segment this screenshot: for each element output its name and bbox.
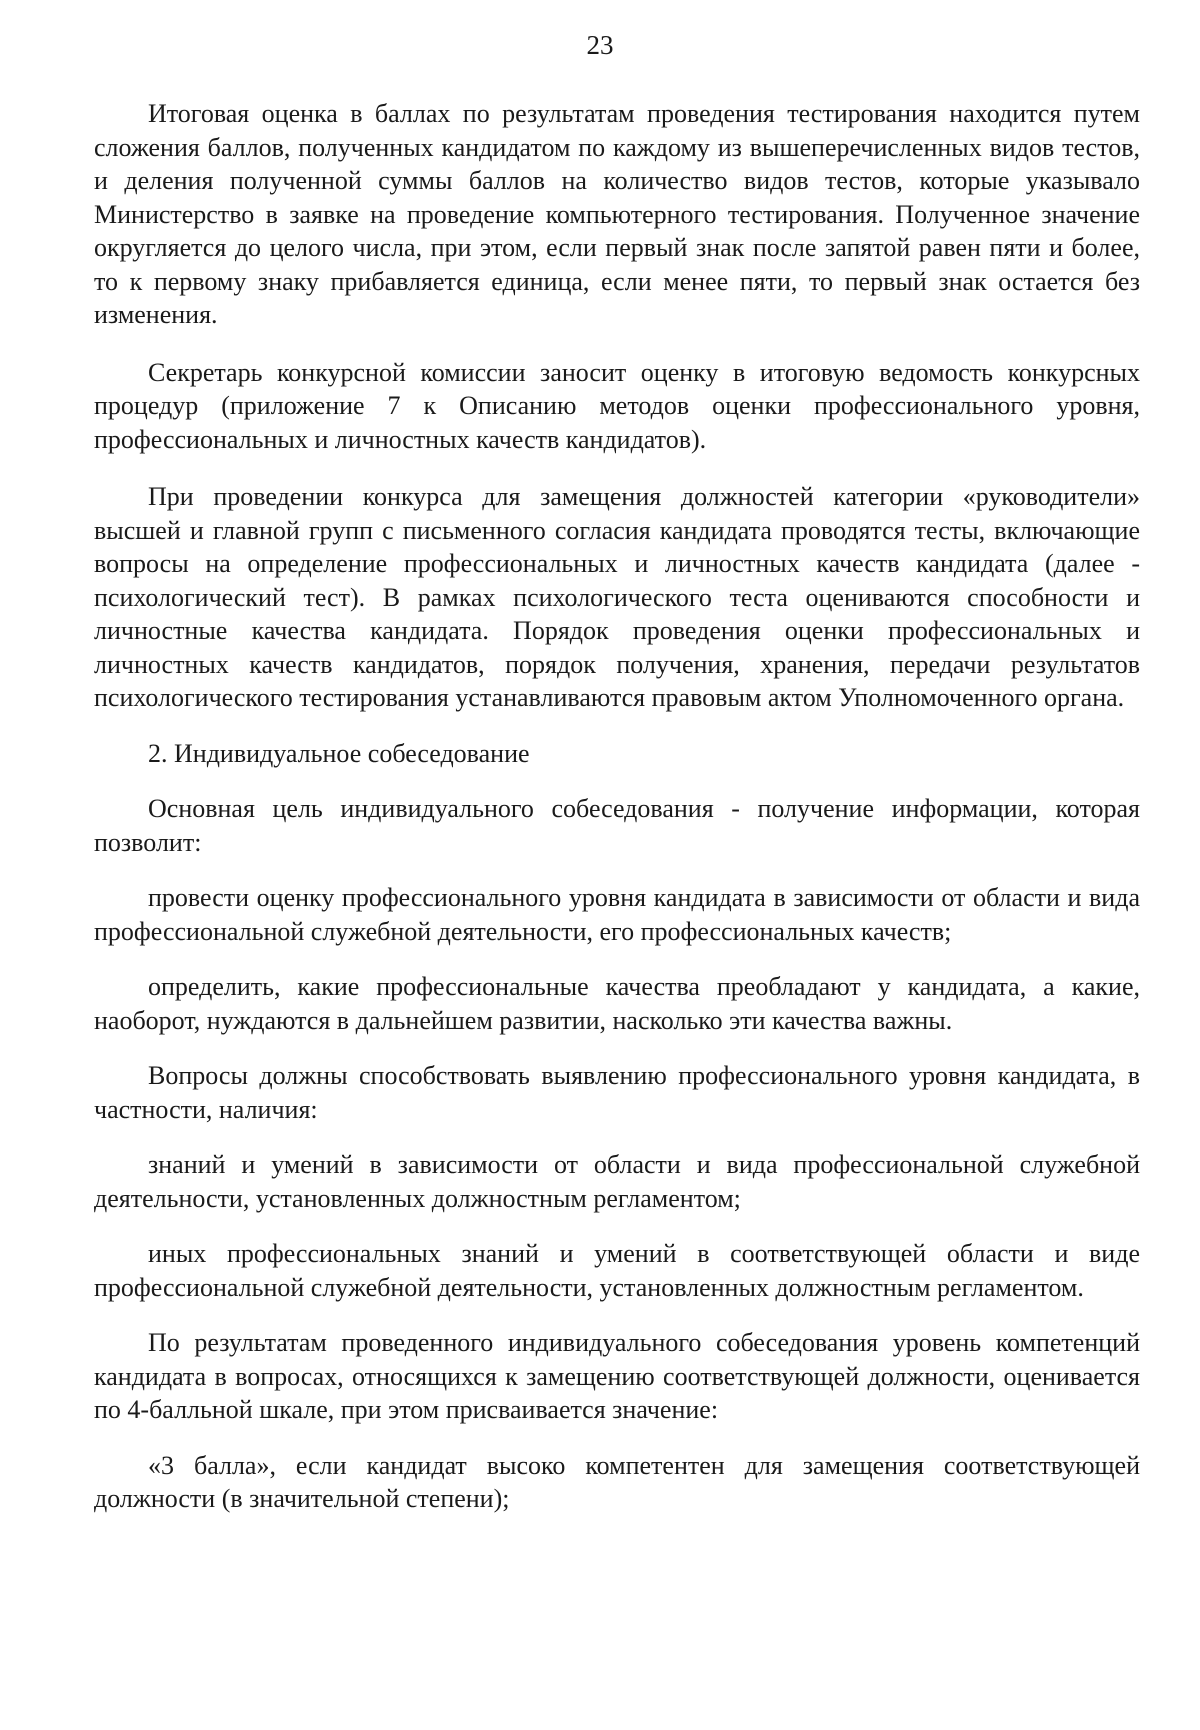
paragraph-three-points: «3 балла», если кандидат высоко компетентен для замещения соответствующей должности (в значительной степени); (94, 1450, 1140, 1513)
page-number: 23 (586, 30, 614, 60)
paragraph-other-knowledge: иных профессиональных знаний и умений в соответствующей области и виде профессиональной служебной деятельности, установленных должностным регламентом. (94, 1239, 1140, 1302)
section-heading-interview: 2. Индивидуальное собеседование (148, 738, 530, 768)
paragraph-assess-level: провести оценку профессионального уровня кандидата в зависимости от области и вида профессиональной служебной деятельности, его профессиональных качеств; (94, 883, 1140, 946)
paragraph-questions: Вопросы должны способствовать выявлению профессионального уровня кандидата, в частности, наличия: (94, 1061, 1140, 1124)
paragraph-interview-goal: Основная цель индивидуального собеседования - получение информации, которая позволит: (94, 794, 1140, 857)
paragraph-secretary: Секретарь конкурсной комиссии заносит оценку в итоговую ведомость конкурсных процедур (приложение 7 к Описанию методов оценки профессионального уровня, профессиональных и личностных качеств кандидатов). (94, 357, 1140, 454)
paragraph-final-score: Итоговая оценка в баллах по результатам проведения тестирования находится путем сложения баллов, полученных кандидатом по каждому из вышеперечисленных видов тестов, и деления полученной суммы баллов на количество видов тестов, которые указывало Министерство в заявке на проведение компьютерного тестирования. Полученное значение округляется до целого числа, при этом, если первый знак после запятой равен пяти и более, то к первому знаку прибавляется единица, если менее пяти, то первый знак остается без изменения. (94, 99, 1140, 329)
paragraph-psychological-test: При проведении конкурса для замещения должностей категории «руководители» высшей и главной групп с письменного согласия кандидата проводятся тесты, включающие вопросы на определение профессиональных и личностных качеств кандидата (далее - психологический тест). В рамках психологического теста оцениваются способности и личностные качества кандидата. Порядок проведения оценки профессиональных и личностных качеств кандидатов, порядок получения, хранения, передачи результатов психологического тестирования устанавливаются правовым актом Уполномоченного органа. (94, 482, 1140, 712)
paragraph-interview-results: По результатам проведенного индивидуального собеседования уровень компетенций кандидата в вопросах, относящихся к замещению соответствующей должности, оценивается по 4-балльной шкале, при этом присваивается значение: (94, 1328, 1140, 1424)
paragraph-knowledge-skills: знаний и умений в зависимости от области и вида профессиональной служебной деятельности, установленных должностным регламентом; (94, 1150, 1140, 1213)
document-body (94, 97, 1140, 1516)
paragraph-determine-qualities: определить, какие профессиональные качества преобладают у кандидата, а какие, наоборот, нуждаются в дальнейшем развитии, насколько эти качества важны. (94, 972, 1140, 1035)
